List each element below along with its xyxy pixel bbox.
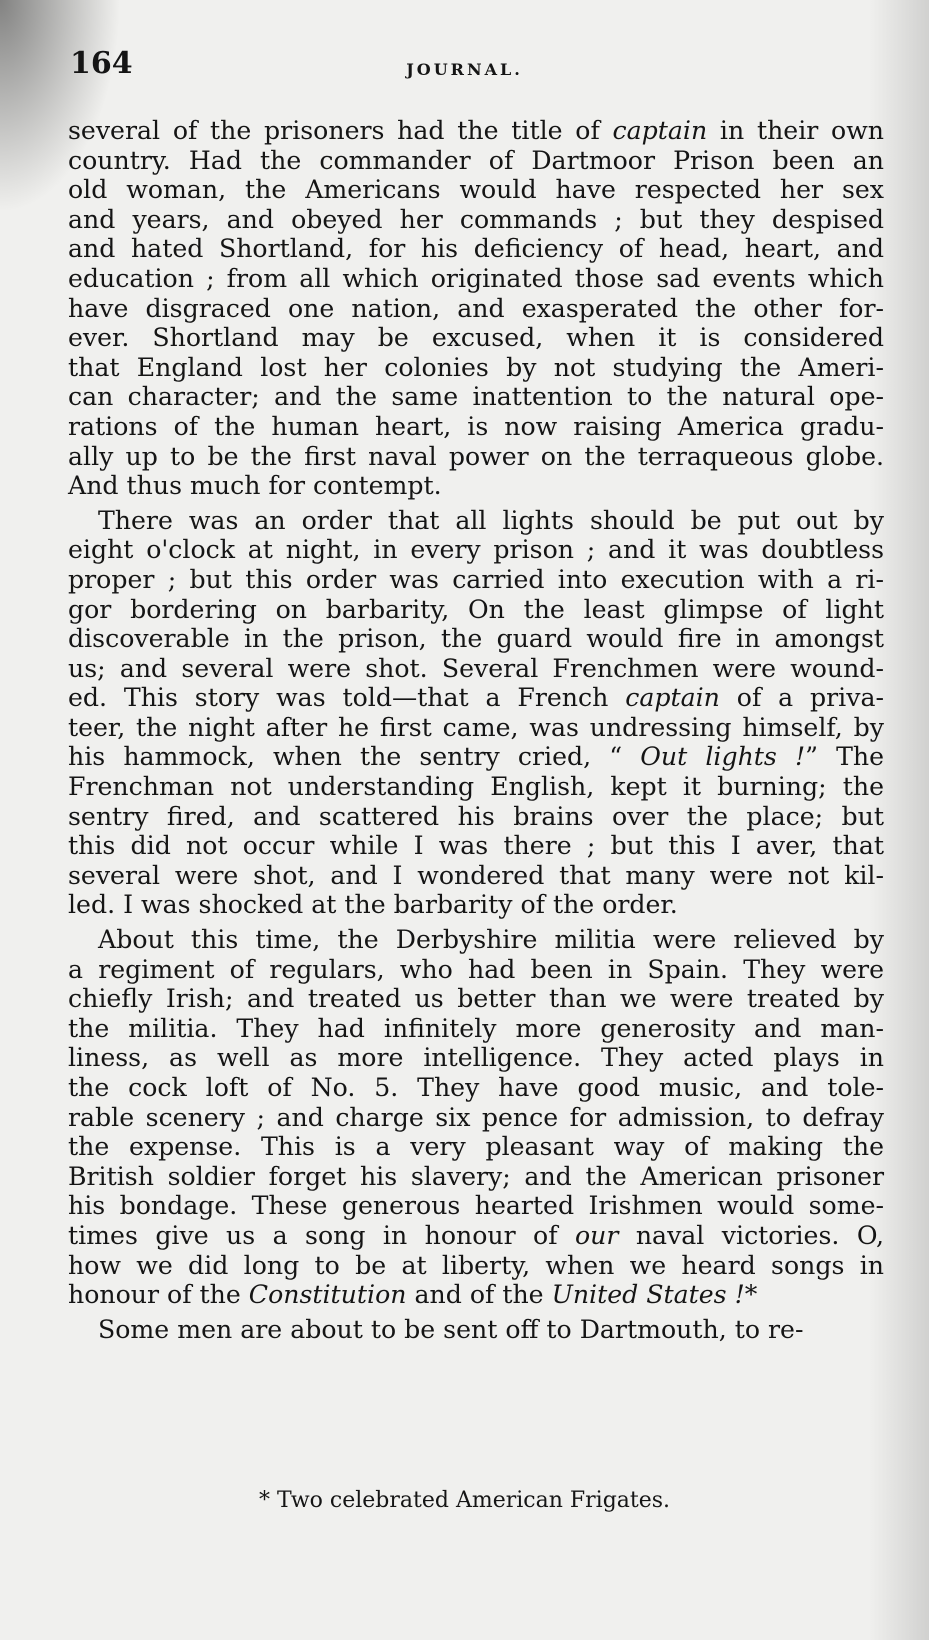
running-head: JOURNAL. [406, 60, 523, 79]
text-line: led. I was shocked at the barbarity of the order. [68, 890, 678, 920]
paragraph [68, 925, 884, 1310]
text-line: education ; from all which originated those sad events which [68, 263, 884, 293]
text-line: Some men are about to be sent off to Dartmouth, to re- [98, 1314, 804, 1344]
text-line: the cock loft of No. 5. They have good music, and tole- [68, 1073, 884, 1102]
text-line: sentry fired, and scattered his brains over the place; but [68, 801, 884, 831]
paragraph [68, 1315, 884, 1345]
text-line: can character; and the same inattention to the natural ope- [68, 382, 884, 412]
page-number: 164 [70, 46, 133, 81]
page-header [0, 46, 929, 86]
text-line: a regiment of regulars, who had been in Spain. They were [68, 954, 884, 984]
text-line: Frenchman not understanding English, kept it burning; the [68, 772, 884, 802]
text-line: ed. This story was told—that a French captain of a priva- [68, 683, 884, 713]
text-line: rable scenery ; and charge six pence for admission, to defray [68, 1102, 884, 1132]
footnote: * Two celebrated American Frigates. [258, 1488, 671, 1513]
text-line: how we did long to be at liberty, when we heard songs in [68, 1250, 884, 1280]
paragraph [68, 116, 884, 501]
text-line: liness, as well as more intelligence. They acted plays in [68, 1043, 884, 1073]
text-line: About this time, the Derbyshire militia were relieved by [98, 925, 884, 955]
text-line: There was an order that all lights should be put out by [98, 505, 884, 535]
text-line: ally up to be the first naval power on the terraqueous globe. [68, 441, 884, 471]
text-line: this did not occur while I was there ; but this I aver, that [68, 831, 884, 861]
text-line: British soldier forget his slavery; and the American prisoner [68, 1161, 884, 1191]
text-line: his bondage. These generous hearted Irishmen would some- [68, 1191, 884, 1221]
text-line: several of the prisoners had the title of captain in their own [68, 116, 884, 145]
body-text [68, 116, 884, 1344]
text-line: proper ; but this order was carried into execution with a ri- [68, 564, 884, 594]
text-line: rations of the human heart, is now raising America gradu- [68, 411, 884, 441]
text-line: the expense. This is a very pleasant way of making the [68, 1132, 884, 1162]
text-line: his hammock, when the sentry cried, “ Out lights !” The [68, 742, 884, 772]
text-line: honour of the Constitution and of the United States !* [68, 1280, 758, 1310]
text-line: And thus much for contempt. [68, 471, 442, 501]
text-line: ever. Shortland may be excused, when it is considered [68, 323, 884, 353]
text-line: and hated Shortland, for his deficiency of head, heart, and [68, 234, 884, 264]
text-line: that England lost her colonies by not studying the Ameri- [68, 352, 884, 382]
text-line: us; and several were shot. Several Frenchmen were wound- [68, 653, 884, 683]
text-line: old woman, the Americans would have respected her sex [68, 175, 884, 205]
text-line: times give us a song in honour of our naval victories. O, [68, 1220, 884, 1250]
text-line: the militia. They had infinitely more generosity and man- [68, 1013, 884, 1043]
text-line: eight o'clock at night, in every prison ; and it was doubtless [68, 535, 884, 565]
paragraph [68, 506, 884, 920]
text-line: discoverable in the prison, the guard would fire in amongst [68, 624, 884, 654]
text-line: and years, and obeyed her commands ; but they despised [68, 204, 884, 234]
text-line: chiefly Irish; and treated us better than we were treated by [68, 984, 884, 1014]
text-line: country. Had the commander of Dartmoor Prison been an [68, 145, 884, 175]
text-line: gor bordering on barbarity, On the least glimpse of light [68, 594, 884, 624]
text-line: teer, the night after he first came, was undressing himself, by [68, 712, 884, 742]
text-line: have disgraced one nation, and exasperated the other for- [68, 293, 884, 323]
text-line: several were shot, and I wondered that many were not kil- [68, 860, 884, 890]
